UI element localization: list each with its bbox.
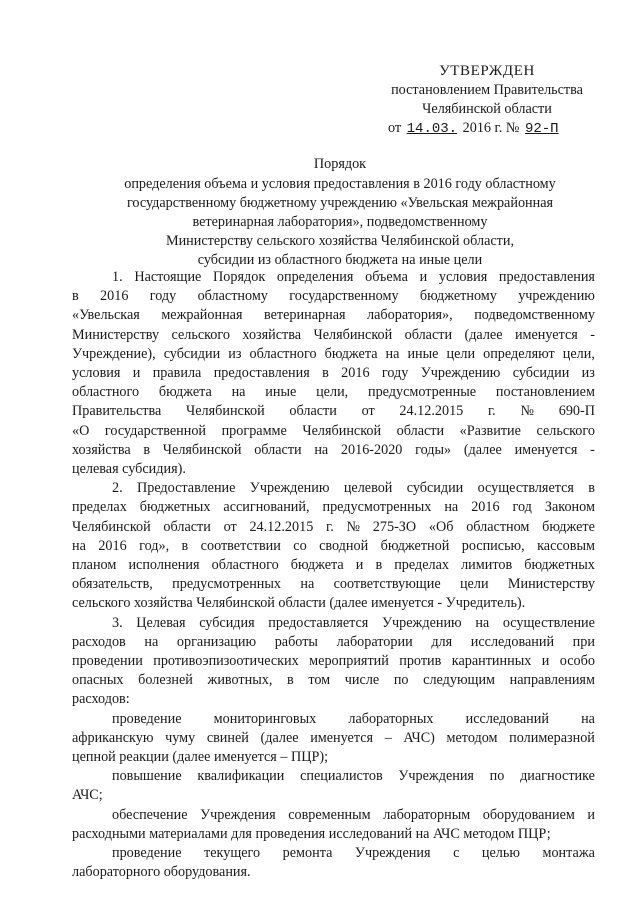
word: Челябинской: [72, 518, 151, 535]
word: Челябинской: [162, 441, 242, 458]
text-line: АЧС;: [72, 787, 103, 804]
word: обязательств,: [72, 576, 153, 593]
word: оборудованием: [482, 806, 575, 823]
word: на: [385, 345, 400, 362]
word: субсидии: [406, 480, 464, 497]
word: целевой: [343, 480, 393, 497]
word: в: [375, 557, 383, 574]
word: предоставления: [498, 269, 595, 285]
word: межрайонная: [161, 307, 243, 324]
word: субсидия: [199, 614, 255, 631]
paragraph-1: [72, 268, 595, 479]
word: государственной: [104, 422, 207, 439]
word: 3.: [112, 614, 123, 631]
word: осуществление: [502, 614, 595, 631]
word: лаборатории: [336, 633, 413, 650]
title-line: ветеринарная лаборатория», подведомственному: [192, 214, 488, 230]
word: (далее: [260, 729, 299, 746]
word: Челябинской: [186, 403, 265, 420]
title-line: Министерству сельского хозяйства Челябинской области,: [165, 233, 515, 249]
word: современным: [288, 806, 371, 823]
word: африканскую: [72, 729, 154, 746]
word: и: [419, 269, 428, 285]
word: на: [72, 537, 86, 554]
text-line: [72, 633, 595, 652]
word: специалистов: [300, 768, 383, 785]
word: бюджетных: [139, 499, 211, 516]
word: году: [149, 288, 177, 305]
paragraph-5: [72, 767, 595, 805]
word: цели: [446, 345, 476, 362]
word: болезней: [138, 672, 193, 689]
text-line: лабораторного оборудования.: [72, 864, 251, 881]
text-line: [72, 806, 595, 825]
word: бюджетной: [380, 537, 450, 554]
word: «Развитие: [459, 422, 521, 439]
word: на: [475, 614, 490, 631]
text-line: [72, 383, 595, 402]
word: год»,: [139, 537, 170, 554]
word: АЧС): [403, 729, 435, 746]
word: области: [396, 422, 445, 439]
word: подведомственному: [474, 307, 595, 324]
word: бюджетному: [419, 288, 497, 305]
word: Министерству: [72, 326, 160, 343]
word: №: [346, 518, 361, 535]
word: росписью,: [461, 537, 525, 554]
text-line: [72, 306, 595, 325]
word: организацию: [176, 633, 257, 650]
word: Учреждению: [420, 365, 501, 382]
title-line: субсидии из областного бюджета на иные цели: [197, 252, 483, 268]
word: субсидии: [163, 345, 221, 362]
word: на: [314, 441, 329, 458]
word: планом: [72, 557, 117, 574]
word: на: [300, 576, 315, 593]
word: в: [143, 441, 151, 458]
word: г.: [487, 403, 496, 420]
word: расходов: [72, 633, 126, 650]
text-line: [72, 345, 595, 364]
word: Правительства: [72, 403, 162, 420]
word: против: [399, 653, 442, 670]
word: проведение: [112, 710, 182, 727]
text-line: [72, 767, 595, 786]
word: 690-П: [558, 403, 595, 420]
word: соответствии: [200, 537, 281, 554]
paragraph-3: [72, 614, 595, 710]
word: обеспечение: [112, 806, 188, 823]
word: Учреждения: [354, 845, 431, 862]
text-line: [72, 537, 595, 556]
word: в: [181, 537, 189, 554]
word: исследований: [470, 633, 555, 650]
word: по: [489, 768, 505, 785]
word: следующим: [423, 672, 496, 689]
word: в: [322, 365, 329, 382]
word: текущего: [204, 845, 261, 862]
text-line: [72, 422, 595, 441]
word: предоставления: [213, 365, 310, 382]
word: Целевая: [136, 614, 186, 631]
word: со: [293, 537, 307, 554]
word: Челябинской: [302, 422, 382, 439]
word: проведении: [72, 653, 143, 670]
word: лимитов: [461, 557, 513, 574]
word: субсидии: [512, 365, 570, 382]
word: -: [590, 326, 595, 343]
text-line: [72, 402, 595, 421]
word: на: [144, 633, 159, 650]
word: хозяйства: [72, 441, 131, 458]
text-line: [72, 614, 595, 633]
word: «О: [72, 422, 90, 439]
word: программе: [221, 422, 287, 439]
word: на: [581, 710, 595, 727]
word: 2016: [341, 365, 370, 382]
word: Законом: [544, 499, 595, 516]
word: именуется: [514, 326, 578, 343]
word: областном: [466, 518, 530, 535]
word: в: [588, 480, 595, 497]
word: противоэпизоотических: [153, 653, 299, 670]
word: ремонта: [282, 845, 333, 862]
text-line: [72, 575, 595, 594]
word: год: [512, 499, 532, 516]
word: в: [72, 288, 79, 305]
word: лабораторным: [383, 806, 471, 823]
text-line: [72, 710, 595, 729]
word: «Об: [428, 518, 454, 535]
word: лаборатория»,: [367, 307, 453, 324]
word: 2016: [100, 288, 129, 305]
word: в: [287, 672, 294, 689]
word: повышение: [112, 768, 182, 785]
word: –: [384, 729, 392, 746]
word: полимеразной: [509, 729, 595, 746]
word: по: [393, 672, 409, 689]
word: №: [520, 403, 534, 420]
word: предоставляется: [268, 614, 369, 631]
word: областному: [197, 288, 268, 305]
word: постановлением: [495, 384, 595, 401]
word: кассовым: [537, 537, 595, 554]
word: бюджетных: [524, 557, 595, 574]
word: области: [289, 403, 337, 420]
text-line: [72, 364, 595, 383]
word: условия: [438, 269, 488, 285]
text-line: [72, 287, 595, 306]
word: 2016: [471, 499, 500, 516]
word: Учреждения: [200, 806, 276, 823]
paragraph-7: [72, 844, 595, 882]
word: сельского: [171, 326, 230, 343]
word: свиней: [206, 729, 249, 746]
word: из: [581, 365, 595, 382]
approval-line: постановлением Правительства: [391, 82, 583, 98]
word: животных,: [207, 672, 273, 689]
year-label: 2016 г. №: [462, 120, 520, 136]
word: из: [228, 345, 242, 362]
word: определения: [276, 269, 354, 285]
word: Учреждению: [381, 614, 462, 631]
word: областного: [211, 557, 279, 574]
text-line: [72, 671, 595, 690]
approval-date-number: [372, 119, 602, 139]
text-line: [72, 326, 595, 345]
word: Предоставление: [136, 480, 236, 497]
word: 24.12.2015: [249, 518, 314, 535]
word: бюджета: [324, 345, 378, 362]
word: именуется: [310, 729, 374, 746]
word: бюджета: [290, 557, 344, 574]
word: Учреждения: [398, 768, 474, 785]
title-line: определения объема и условия предоставления в 2016 году областному: [124, 176, 556, 192]
approval-line: Челябинской области: [422, 101, 552, 117]
word: монтажа: [542, 845, 595, 862]
word: от: [223, 518, 237, 535]
word: мониторинговых: [213, 710, 317, 727]
approval-block: [372, 62, 602, 139]
word: области: [404, 326, 453, 343]
paragraph-6: [72, 806, 595, 844]
word: Порядок: [213, 269, 266, 285]
word: и: [355, 557, 364, 574]
word: 2.: [112, 480, 123, 497]
word: и: [541, 653, 550, 670]
word: предусмотренных: [172, 576, 282, 593]
document-title: [80, 155, 600, 270]
word: определяют: [483, 345, 555, 362]
word: иные: [407, 345, 439, 362]
word: числе: [344, 672, 380, 689]
word: цели: [459, 576, 489, 593]
text-line: [72, 844, 595, 863]
word: цели,: [562, 345, 595, 362]
word: условия: [72, 365, 121, 382]
word: областного: [72, 384, 140, 401]
title-line: государственному бюджетному учреждению «Увельская межрайонная: [126, 195, 554, 211]
word: на: [231, 384, 246, 401]
word: бюджета: [158, 384, 212, 401]
word: 24.12.2015: [399, 403, 464, 420]
word: лабораторных: [348, 710, 434, 727]
word: (далее: [463, 441, 502, 458]
text-line: целевая субсидия).: [72, 461, 186, 478]
word: карантинных: [451, 653, 532, 670]
word: (далее: [464, 326, 503, 343]
word: особо: [559, 653, 595, 670]
word: именуется: [514, 441, 578, 458]
word: с: [453, 845, 460, 862]
title-heading: Порядок: [313, 156, 367, 172]
word: 1.: [112, 269, 123, 285]
word: для: [431, 633, 453, 650]
word: учреждению: [518, 288, 595, 305]
word: области: [254, 441, 302, 458]
text-line: [72, 268, 595, 287]
word: сельского: [536, 422, 595, 439]
word: предусмотренных: [322, 499, 432, 516]
word: диагностике: [520, 768, 595, 785]
word: 2016-2020: [340, 441, 403, 458]
word: направлениям: [509, 672, 595, 689]
word: г.: [326, 518, 334, 535]
word: осуществляется: [477, 480, 574, 497]
word: от: [361, 403, 375, 420]
word: мероприятий: [309, 653, 389, 670]
word: году: [381, 365, 409, 382]
text-line: [72, 729, 595, 748]
word: на: [444, 499, 459, 516]
word: ассигнований,: [223, 499, 310, 516]
word: объема: [365, 269, 408, 285]
text-line: сельского хозяйства Челябинской области (далее именуется - Учредитель).: [72, 595, 526, 612]
text-line: расходными материалами для проведения исследований на АЧС методом ПЦР;: [72, 825, 551, 842]
approval-stamp: УТВЕРЖДЕН: [439, 63, 535, 79]
word: и: [132, 365, 141, 382]
from-label: от: [388, 120, 402, 136]
word: областного: [249, 345, 317, 362]
paragraph-4: [72, 710, 595, 768]
word: хозяйства: [242, 326, 302, 343]
word: том: [308, 672, 331, 689]
number-filled: 92-П: [524, 121, 559, 137]
word: опасных: [72, 672, 124, 689]
word: цели,: [316, 384, 349, 401]
word: правила: [152, 365, 202, 382]
word: ветеринарная: [264, 307, 346, 324]
text-line: [72, 498, 595, 517]
word: годы»: [415, 441, 452, 458]
word: исполнения: [128, 557, 200, 574]
text-line: цепной реакции (далее именуется – ПЦР);: [72, 749, 329, 766]
word: Учреждению: [249, 480, 330, 497]
text-line: расходов:: [72, 691, 130, 708]
word: квалификации: [197, 768, 285, 785]
word: исследований: [465, 710, 549, 727]
word: соответствующие: [333, 576, 441, 593]
word: работы: [274, 633, 318, 650]
word: «Увельская: [72, 307, 140, 324]
word: предусмотренные: [368, 384, 477, 401]
document-body: [72, 268, 595, 883]
word: пределах: [72, 499, 127, 516]
paragraph-2: [72, 479, 595, 613]
word: государственному: [289, 288, 399, 305]
text-line: [72, 479, 595, 498]
text-line: [72, 556, 595, 575]
word: и: [587, 806, 595, 823]
word: Челябинской: [313, 326, 393, 343]
word: иные: [265, 384, 297, 401]
word: пределах: [394, 557, 450, 574]
word: -: [590, 441, 595, 458]
word: 2016: [98, 537, 127, 554]
word: при: [572, 633, 595, 650]
word: целью: [481, 845, 520, 862]
word: области: [163, 518, 211, 535]
word: 275-ЗО: [372, 518, 417, 535]
date-filled: 14.03.: [406, 121, 458, 137]
word: Настоящие: [134, 269, 202, 285]
word: методом: [446, 729, 498, 746]
word: проведение: [112, 845, 182, 862]
word: бюджете: [542, 518, 595, 535]
word: чуму: [165, 729, 196, 746]
word: Учреждение),: [72, 345, 156, 362]
word: Министерству: [507, 576, 595, 593]
text-line: [72, 518, 595, 537]
text-line: [72, 441, 595, 460]
text-line: [72, 652, 595, 671]
word: сводной: [319, 537, 369, 554]
